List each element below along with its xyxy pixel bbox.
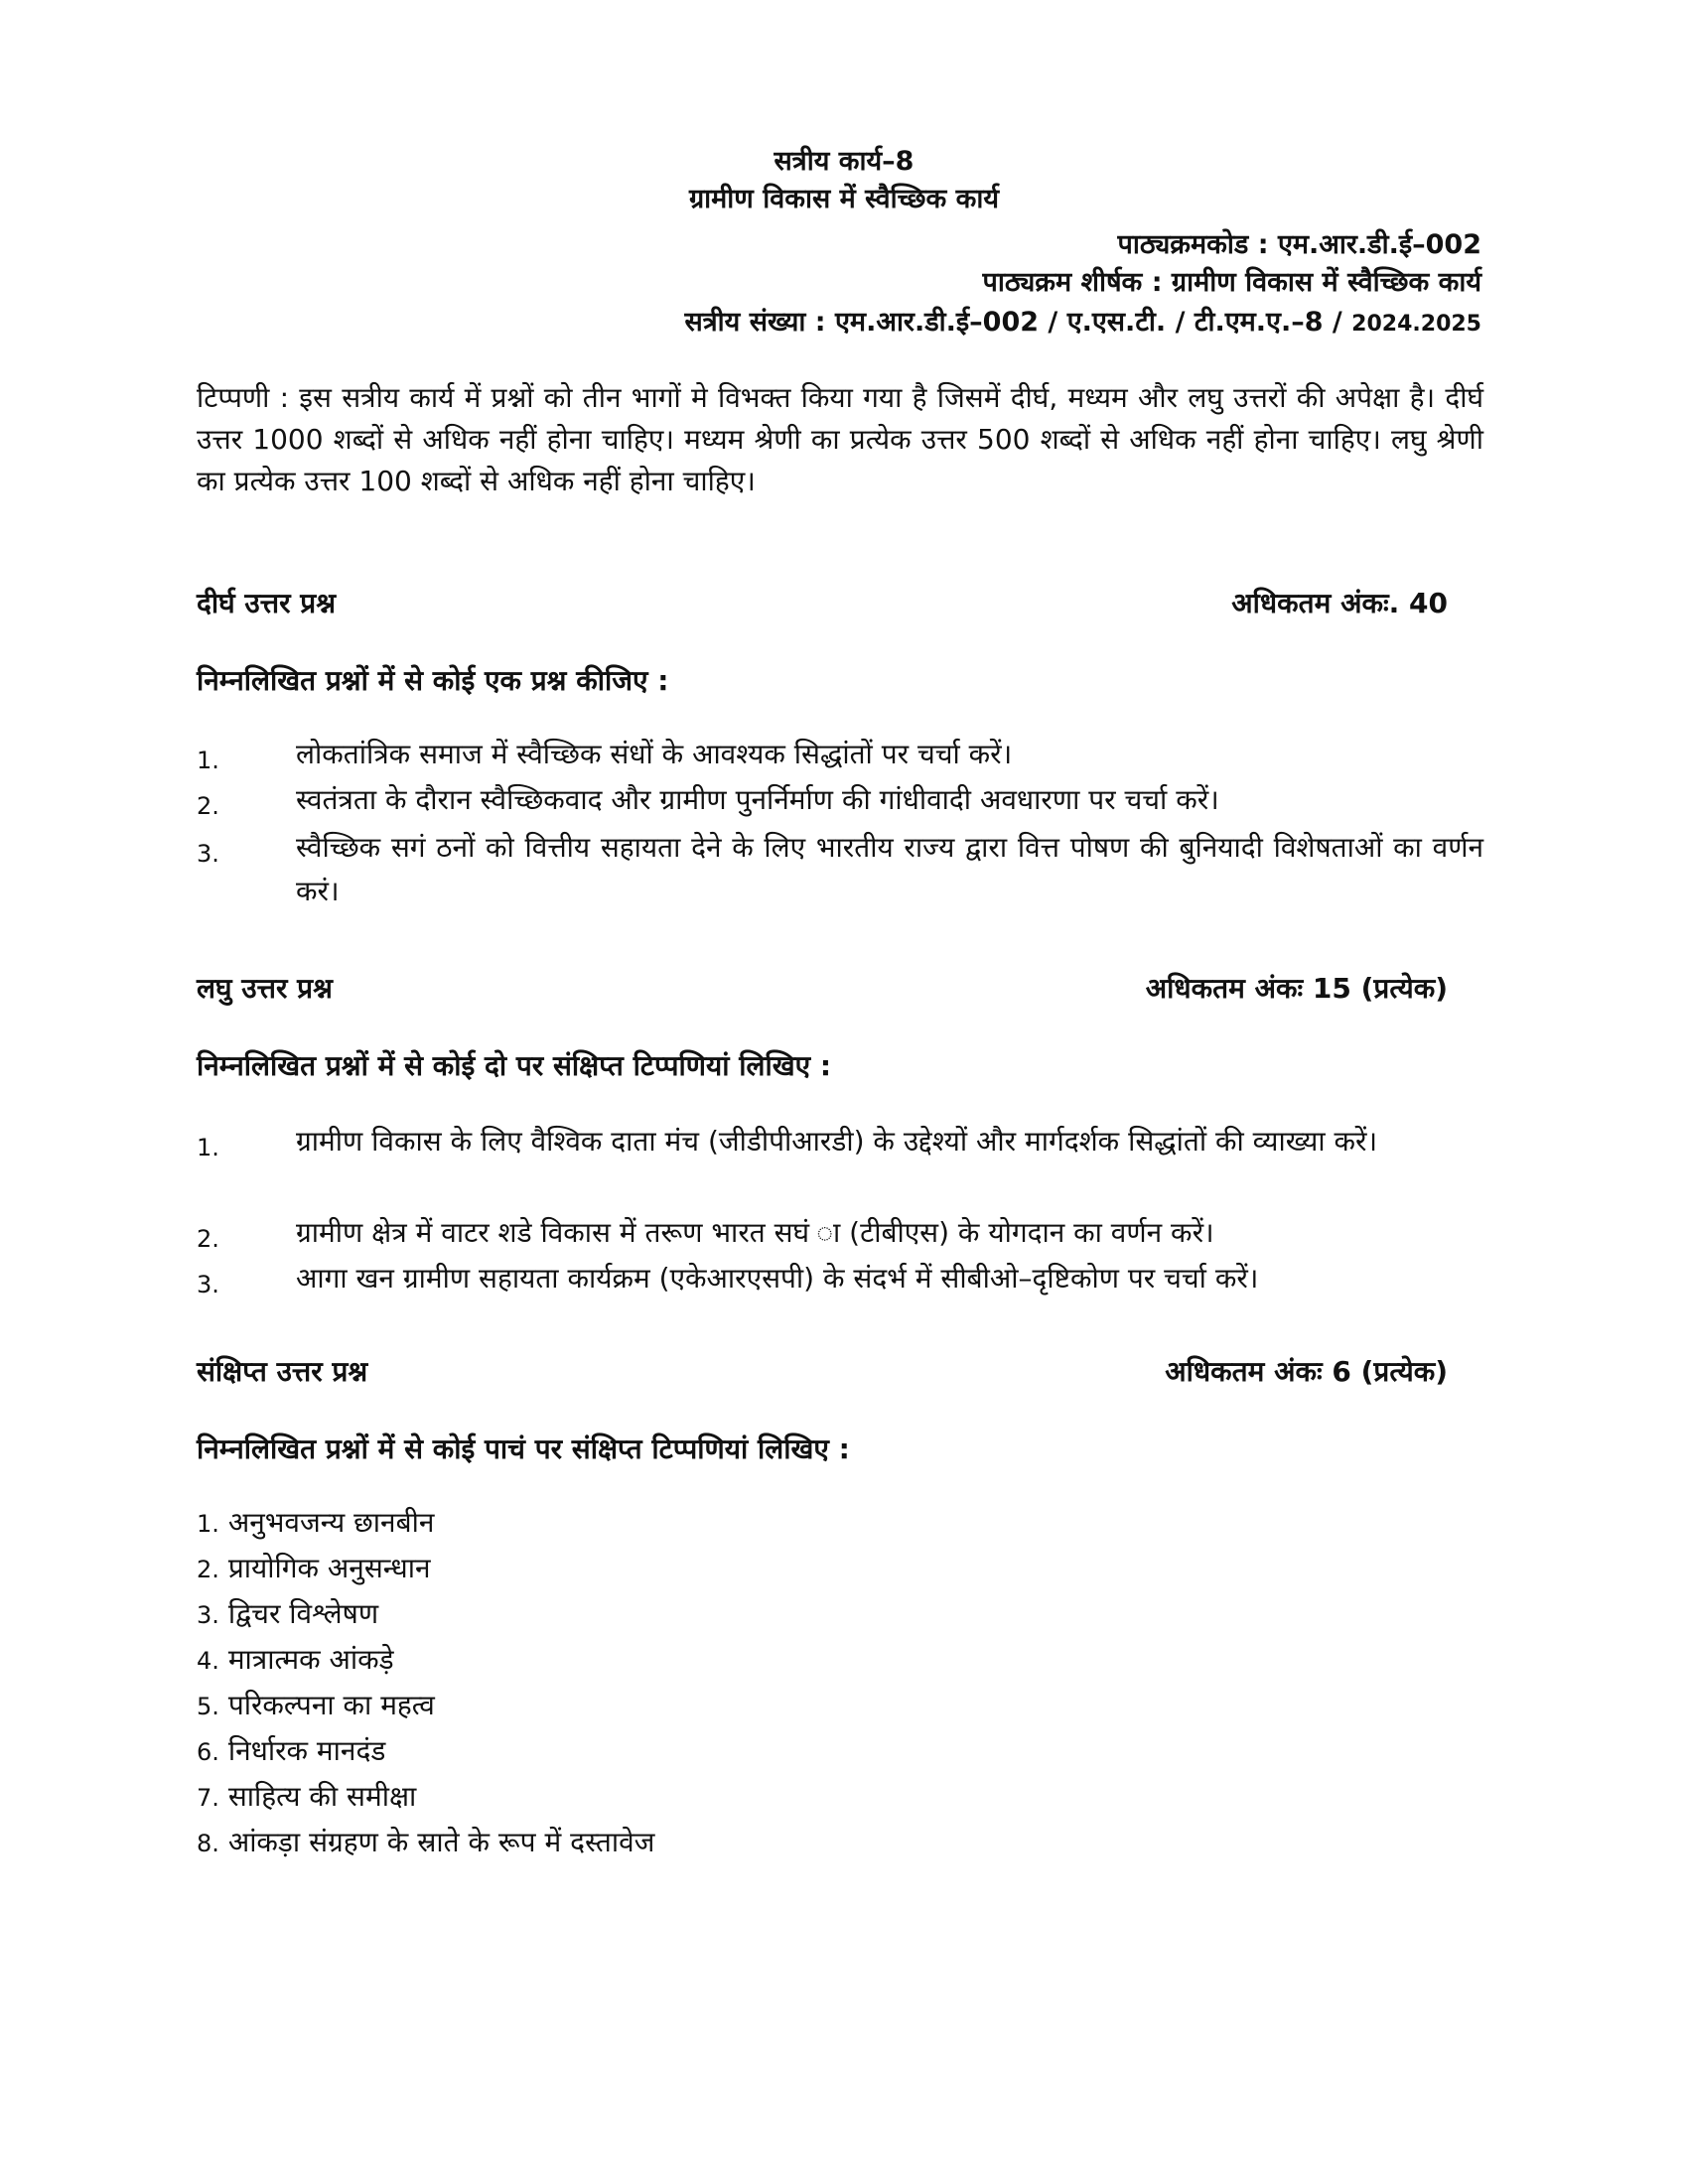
course-code: पाठ्यक्रमकोड : एम.आर.डी.ई–002	[1117, 229, 1481, 260]
section-title: संक्षिप्त उत्तर प्रश्न	[197, 1355, 368, 1388]
section-marks: अधिकतम अंकः 15 (प्रत्येक)	[1145, 972, 1448, 1005]
item-text: निर्धारक मानदंड	[227, 1734, 386, 1767]
list-item	[197, 1549, 431, 1586]
item-number: 5.	[197, 1693, 219, 1720]
section-title: लघु उत्तर प्रश्न	[197, 972, 333, 1005]
list-item	[197, 1640, 394, 1678]
section-instruction: निम्नलिखित प्रश्नों में से कोई एक प्रश्न कीजिए :	[197, 664, 669, 697]
item-text: प्रायोगिक अनुसन्धान	[227, 1552, 431, 1584]
question-item	[197, 1211, 1483, 1255]
question-text: स्वैच्छिक सगं ठनों को वित्तीय सहायता देने के लिए भारतीय राज्य द्वारा वित्त पाेषण की बुनियादी विशेषताओं का वर्णन करं।	[296, 831, 1483, 907]
question-text: ग्रामीण क्षेत्र में वाटर शडे विकास में तरूण भारत सघं ा (टीबीएस) के योगदान का वर्णन करें।	[296, 1216, 1214, 1249]
item-text: अनुभवजन्य छानबीन	[227, 1506, 435, 1539]
course-title: पाठ्यक्रम शीर्षक : ग्रामीण विकास में स्वैच्छिक कार्य	[982, 267, 1481, 298]
list-item	[197, 1823, 654, 1860]
question-item	[197, 778, 1483, 822]
section-marks: अधिकतम अंकः. 40	[1231, 587, 1448, 619]
item-number: 7.	[197, 1784, 219, 1812]
question-text: आगा खन ग्रामीण सहायता कार्यक्रम (एकेआरएसपी) के संदर्भ में सीबीओ–दृष्टिकोण पर चर्चा करें।	[296, 1262, 1259, 1295]
item-number: 6.	[197, 1738, 219, 1766]
item-text: मात्रात्मक आंकड़े	[227, 1643, 394, 1676]
question-number: 2.	[197, 792, 219, 820]
session-year: 2024.2025	[1351, 312, 1481, 337]
question-number: 1.	[197, 747, 219, 774]
item-number: 2.	[197, 1556, 219, 1583]
section-short-heading	[197, 969, 1448, 1007]
item-number: 1.	[197, 1510, 219, 1538]
subject-title: ग्रामीण विकास में स्वैच्छिक कार्य	[688, 184, 1000, 214]
question-item	[197, 826, 1483, 913]
question-number: 3.	[197, 840, 219, 868]
item-text: आंकड़ा संग्रहण के स्रातेे के रूप में दस्तावेज	[227, 1826, 655, 1858]
question-text: लोकतांत्रिक समाज में स्वैच्छिक संधों के आवश्यक सिद्धांतों पर चर्चा करें।	[296, 738, 1013, 770]
assignment-title: सत्रीय कार्य–8	[774, 146, 914, 177]
section-instruction: निम्नलिखित प्रश्नों में से कोई पाचं पर संक्षिप्त टिप्पणियां लिखिए :	[197, 1433, 850, 1465]
question-item	[197, 1120, 1483, 1163]
question-text: ग्रामीण विकास के लिए वैश्विक दाता मंच (जीडीपीआरडी) के उद्देश्यों और मार्गदर्शक सिद्धांतों की व्याख्या करें।	[296, 1125, 1378, 1158]
assignment-number	[684, 302, 1481, 339]
question-item	[197, 733, 1483, 776]
item-number: 3.	[197, 1601, 219, 1629]
section-long-heading	[197, 584, 1448, 621]
list-item	[197, 1731, 385, 1769]
item-number: 8.	[197, 1830, 219, 1857]
question-number: 3.	[197, 1271, 219, 1298]
question-text: स्वतंत्रता के दौरान स्वैच्छिकवाद और ग्रामीण पुनर्निर्माण की गांधीवादी अवधारणा पर चर्चा करें।	[296, 783, 1219, 816]
list-item	[197, 1594, 378, 1632]
question-number: 1.	[197, 1134, 219, 1161]
section-brief-heading	[197, 1352, 1448, 1390]
assignment-number-text: सत्रीय संख्या : एम.आर.डी.ई–002 / ए.एस.टी. / टी.एम.ए.–8 /	[684, 307, 1342, 338]
item-number: 4.	[197, 1647, 219, 1675]
section-title: दीर्घ उत्तर प्रश्न	[197, 587, 337, 619]
list-item	[197, 1503, 434, 1541]
instructions-note: टिप्पणी : इस सत्रीय कार्य में प्रश्नों को तीन भागों मे विभक्त किया गया है जिसमें दीर्घ, मध्यम और लघु उत्तरों की अपेक्षा है। दीर्घ उत्तर 1000 शब्दों से अधिक नहीं होना चाहिए। मध्यम श्रेणी का प्रत्येक उत्तर 500 शब्दों से अधिक नहीं होना चाहिए। लघु श्रेणी का प्रत्येक उत्तर 100 शब्दों से अधिक नहीं होना चाहिए।	[197, 381, 1483, 497]
list-item	[197, 1686, 435, 1723]
item-text: साहित्य की समीक्षा	[227, 1780, 417, 1813]
section-instruction: निम्नलिखित प्रश्नों में से कोई दो पर संक्षिप्त टिप्पणियां लिखिए :	[197, 1049, 832, 1082]
question-item	[197, 1257, 1483, 1300]
list-item	[197, 1777, 416, 1815]
item-text: द्विचर विश्लेषण	[227, 1597, 379, 1630]
item-text: परिकल्पना का महत्व	[227, 1689, 435, 1721]
question-number: 2.	[197, 1225, 219, 1253]
section-marks: अधिकतम अंकः 6 (प्रत्येक)	[1165, 1355, 1448, 1388]
